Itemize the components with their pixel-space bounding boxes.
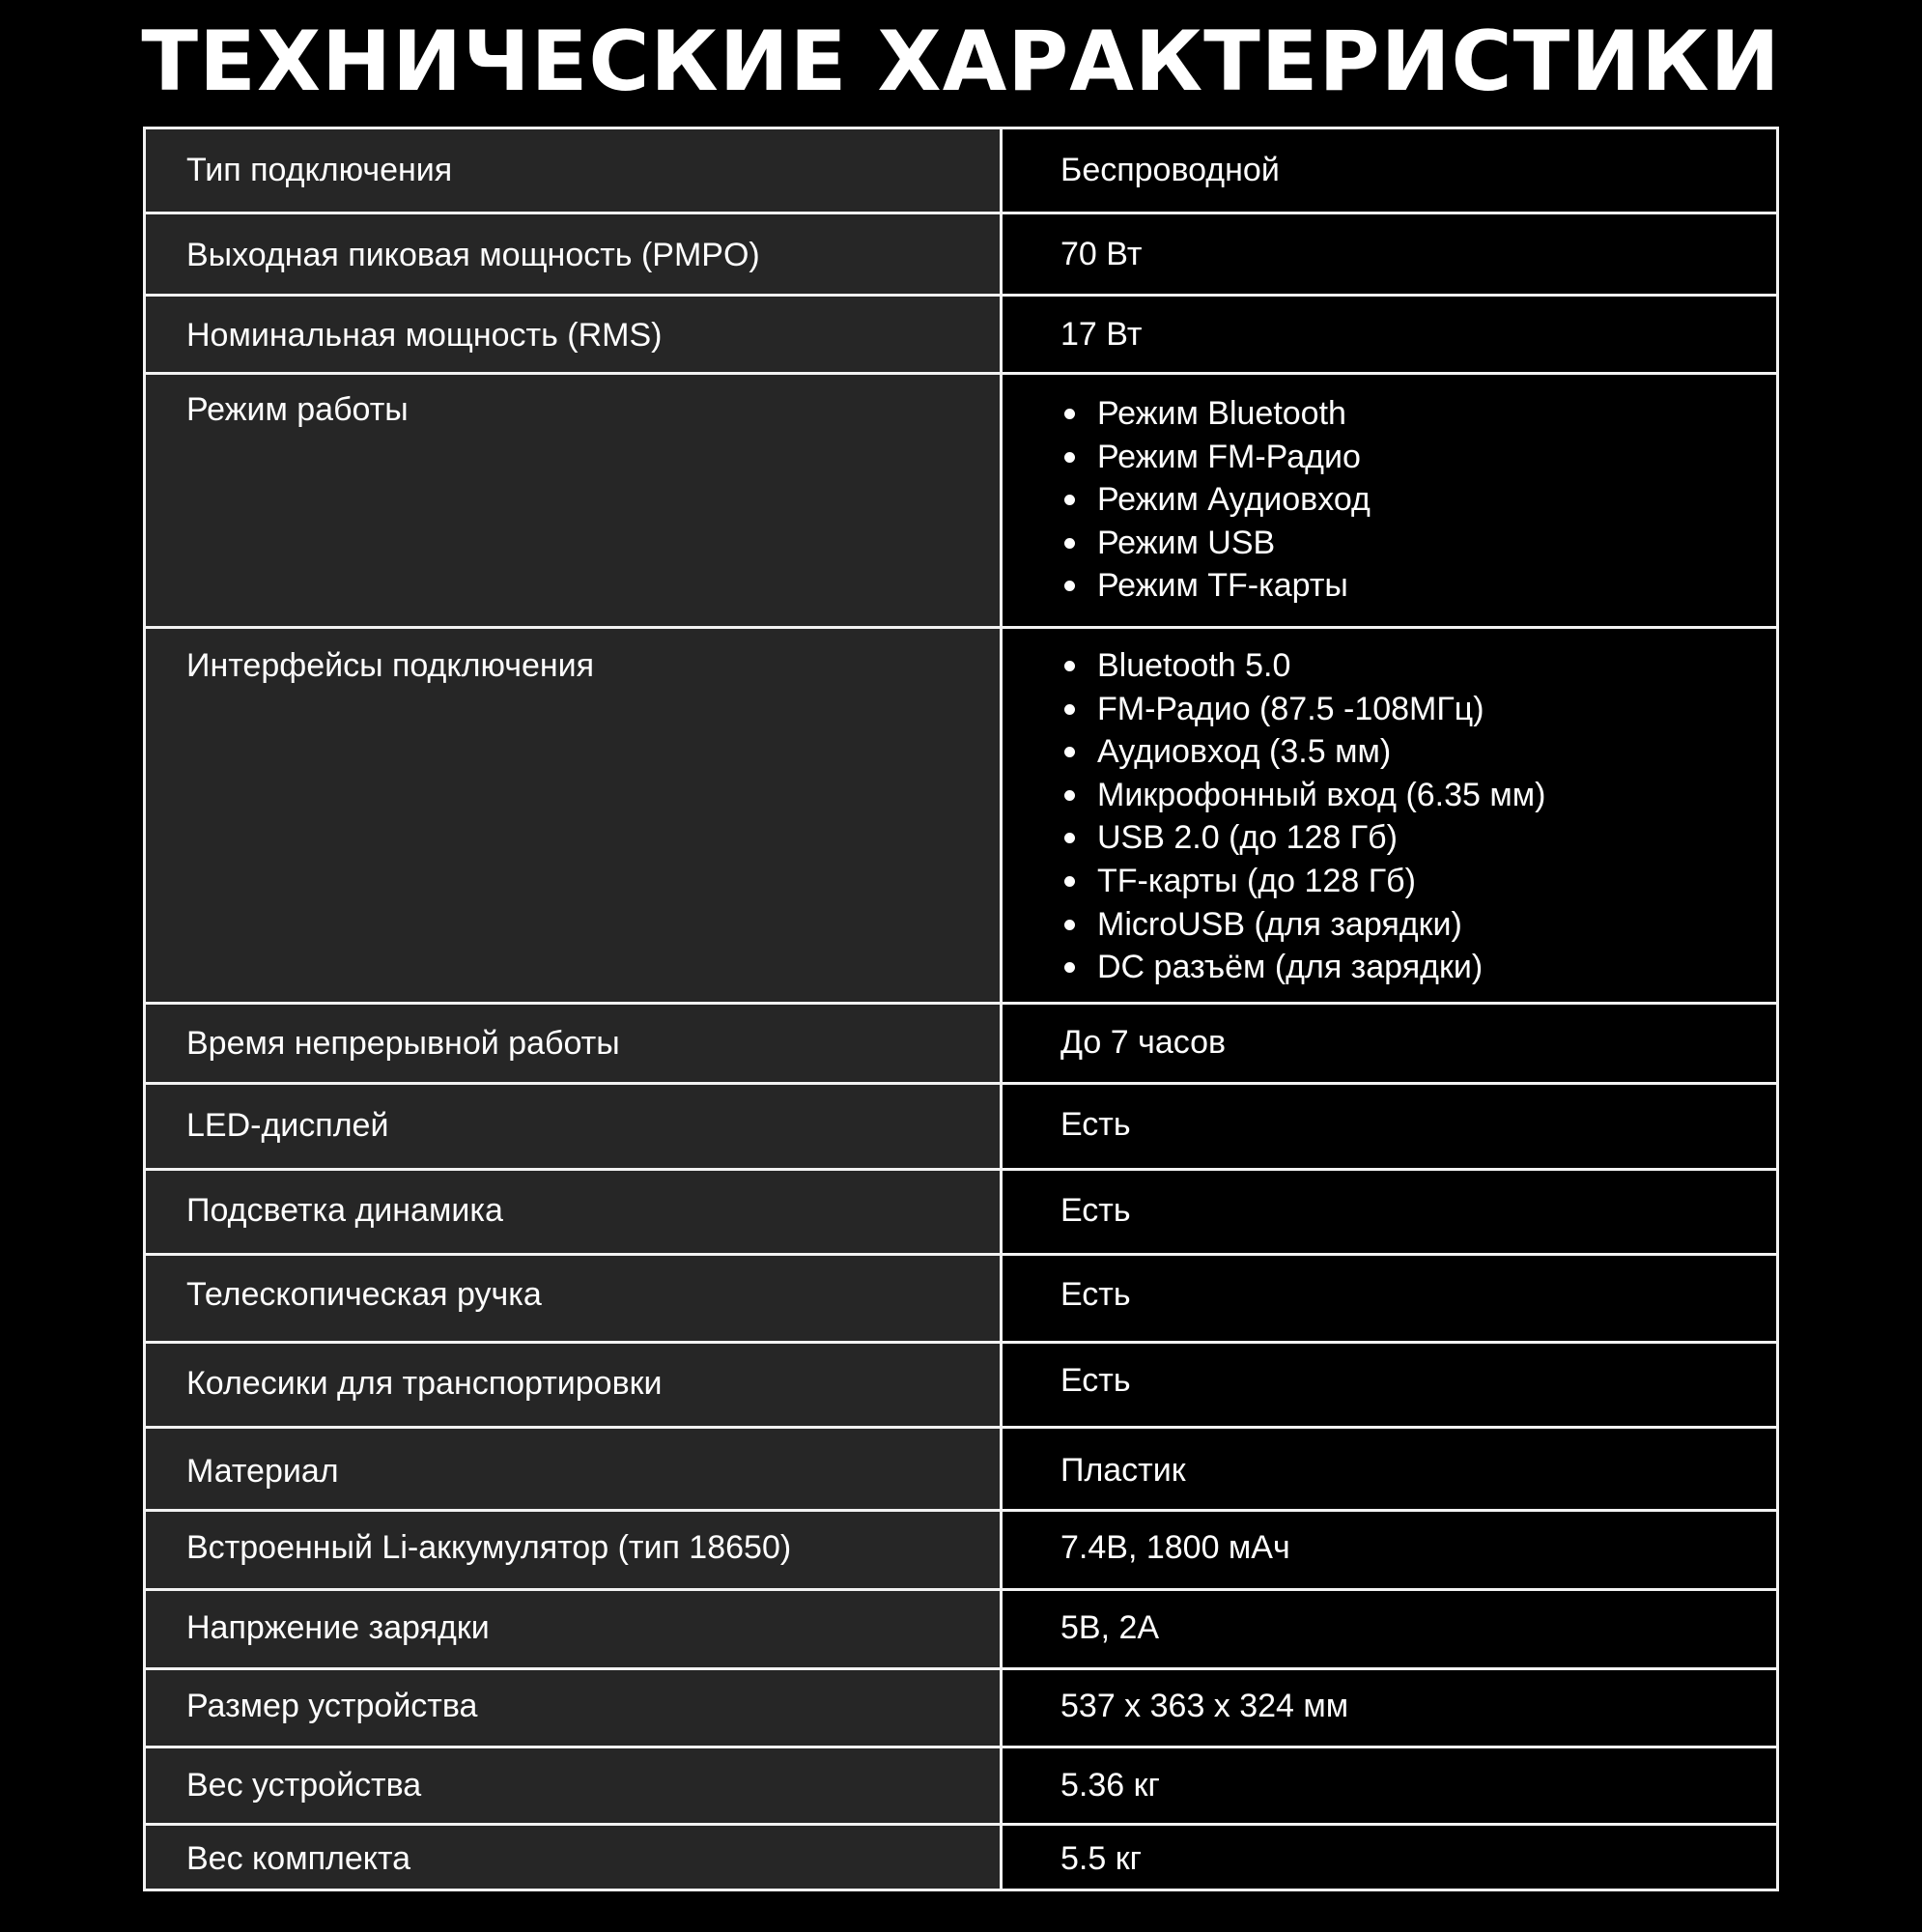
spec-row-interfaces [145, 628, 1778, 1004]
spec-value-cell [1002, 628, 1778, 1004]
spec-value: Есть [1060, 1106, 1131, 1143]
spec-row-wheels [145, 1343, 1778, 1428]
spec-label: Вес комплекта [186, 1840, 411, 1877]
list-item: MicroUSB (для зарядки) [1060, 903, 1776, 947]
spec-row-battery [145, 1511, 1778, 1590]
mode-list [1060, 392, 1776, 608]
spec-value-cell [1002, 1428, 1778, 1511]
spec-value-cell [1002, 128, 1778, 213]
spec-label: Номинальная мощность (RMS) [186, 317, 663, 354]
spec-label-cell [145, 296, 1002, 374]
spec-label: Интерфейсы подключения [186, 647, 595, 684]
spec-row-telescopic-handle [145, 1255, 1778, 1343]
spec-row-led-display [145, 1084, 1778, 1170]
spec-value-cell [1002, 213, 1778, 296]
spec-label: Вес устройства [186, 1767, 422, 1804]
list-item: Режим Bluetooth [1060, 392, 1776, 436]
spec-label: LED-дисплей [186, 1107, 389, 1144]
spec-row-rms-power [145, 296, 1778, 374]
spec-label-cell [145, 1084, 1002, 1170]
spec-label-cell [145, 374, 1002, 628]
spec-label: Напржение зарядки [186, 1609, 490, 1646]
spec-value-cell [1002, 1084, 1778, 1170]
spec-label: Режим работы [186, 391, 409, 428]
spec-value-cell [1002, 1255, 1778, 1343]
spec-value: 17 Вт [1060, 316, 1143, 353]
spec-value-cell [1002, 1747, 1778, 1825]
spec-label-cell [145, 213, 1002, 296]
spec-value: 70 Вт [1060, 236, 1143, 272]
spec-row-device-weight [145, 1747, 1778, 1825]
spec-label: Телескопическая ручка [186, 1276, 542, 1313]
spec-row-material [145, 1428, 1778, 1511]
spec-row-connection-type [145, 128, 1778, 213]
spec-value-cell [1002, 296, 1778, 374]
spec-value-cell [1002, 1343, 1778, 1428]
spec-row-runtime [145, 1004, 1778, 1084]
spec-value: Есть [1060, 1362, 1131, 1399]
spec-label-cell [145, 1590, 1002, 1669]
interface-list [1060, 644, 1776, 989]
spec-value: 7.4В, 1800 мАч [1060, 1529, 1290, 1566]
page-title: ТЕХНИЧЕСКИЕ ХАРАКТЕРИСТИКИ [141, 14, 1781, 110]
spec-label: Встроенный Li-аккумулятор (тип 18650) [186, 1529, 792, 1566]
spec-value: Беспроводной [1060, 152, 1280, 188]
spec-label-cell [145, 1428, 1002, 1511]
spec-value: До 7 часов [1060, 1024, 1227, 1061]
spec-value-cell [1002, 1590, 1778, 1669]
spec-value: 5.36 кг [1060, 1767, 1160, 1804]
spec-row-charging-voltage [145, 1590, 1778, 1669]
list-item: Режим USB [1060, 522, 1776, 565]
spec-label-cell [145, 1669, 1002, 1747]
list-item: Микрофонный вход (6.35 мм) [1060, 774, 1776, 817]
list-item: Режим FM-Радио [1060, 436, 1776, 479]
spec-label-cell [145, 1170, 1002, 1255]
list-item: TF-карты (до 128 Гб) [1060, 860, 1776, 903]
spec-label-cell [145, 1004, 1002, 1084]
spec-value: Есть [1060, 1192, 1131, 1229]
specs-table [143, 127, 1779, 1891]
spec-row-operating-modes [145, 374, 1778, 628]
spec-label-cell [145, 128, 1002, 213]
spec-label-cell [145, 1343, 1002, 1428]
list-item: DC разъём (для зарядки) [1060, 946, 1776, 989]
spec-label: Материал [186, 1453, 339, 1490]
spec-value-cell [1002, 1170, 1778, 1255]
list-item: Аудиовход (3.5 мм) [1060, 730, 1776, 774]
list-item: USB 2.0 (до 128 Гб) [1060, 816, 1776, 860]
spec-row-kit-weight [145, 1825, 1778, 1890]
list-item: FM-Радио (87.5 -108МГц) [1060, 688, 1776, 731]
spec-label-cell [145, 1747, 1002, 1825]
list-item: Режим TF-карты [1060, 564, 1776, 608]
spec-row-device-size [145, 1669, 1778, 1747]
spec-value: Пластик [1060, 1452, 1186, 1489]
spec-label-cell [145, 1825, 1002, 1890]
spec-row-peak-power [145, 213, 1778, 296]
list-item: Bluetooth 5.0 [1060, 644, 1776, 688]
spec-value-cell [1002, 1511, 1778, 1590]
spec-value: 5.5 кг [1060, 1840, 1142, 1877]
spec-label: Колесики для транспортировки [186, 1365, 663, 1402]
spec-label: Тип подключения [186, 152, 453, 188]
spec-label: Подсветка динамика [186, 1192, 503, 1229]
spec-label-cell [145, 1255, 1002, 1343]
spec-row-speaker-light [145, 1170, 1778, 1255]
spec-label-cell [145, 628, 1002, 1004]
spec-value-cell [1002, 1004, 1778, 1084]
spec-value-cell [1002, 374, 1778, 628]
spec-value: 5В, 2А [1060, 1609, 1160, 1646]
spec-label: Размер устройства [186, 1688, 478, 1724]
spec-value-cell [1002, 1669, 1778, 1747]
spec-label-cell [145, 1511, 1002, 1590]
list-item: Режим Аудиовход [1060, 478, 1776, 522]
spec-value: 537 x 363 x 324 мм [1060, 1688, 1349, 1724]
spec-label: Время непрерывной работы [186, 1025, 620, 1062]
spec-value-cell [1002, 1825, 1778, 1890]
spec-label: Выходная пиковая мощность (PMPO) [186, 237, 760, 273]
spec-value: Есть [1060, 1276, 1131, 1313]
